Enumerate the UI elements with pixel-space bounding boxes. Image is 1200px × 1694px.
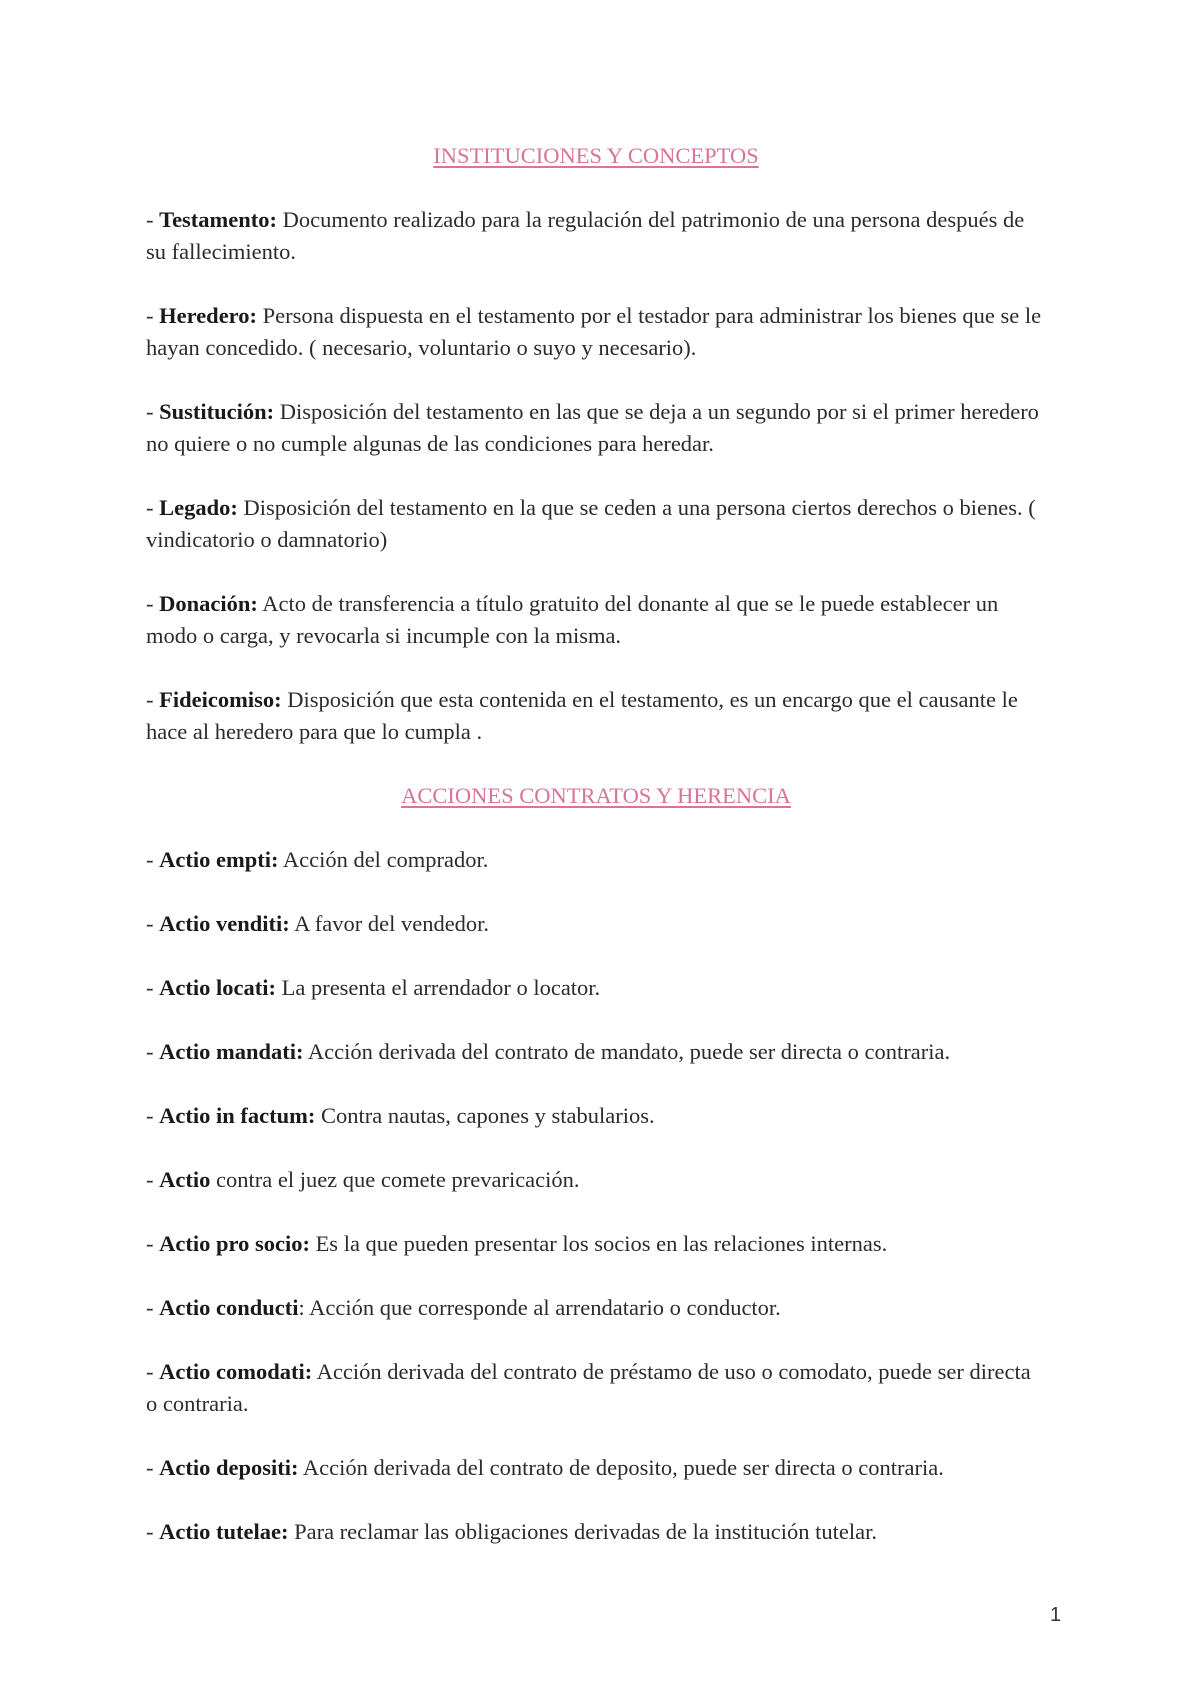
entry-term: Actio conducti xyxy=(159,1295,299,1320)
entry-term: Actio mandati: xyxy=(159,1039,304,1064)
entry-definition: Acción del comprador. xyxy=(278,847,489,872)
entry-fideicomiso xyxy=(146,684,1046,748)
entry-definition: La presenta el arrendador o locator. xyxy=(275,975,601,1000)
entry-dash: - xyxy=(146,1455,160,1480)
entry-dash: - xyxy=(146,1519,160,1544)
entry-dash: - xyxy=(146,1039,160,1064)
entry-dash: - xyxy=(146,591,160,616)
entry-actio-juez xyxy=(146,1164,1046,1196)
entry-term: Fideicomiso: xyxy=(159,687,282,712)
entry-term: Actio in factum: xyxy=(159,1103,316,1128)
entry-term: Actio depositi: xyxy=(159,1455,299,1480)
entry-definition: Acción derivada del contrato de préstamo de uso o comodato, puede ser directa o contraria. xyxy=(146,1359,1031,1416)
entry-definition: A favor del vendedor. xyxy=(289,911,490,936)
entry-term: Actio empti: xyxy=(159,847,279,872)
entry-dash: - xyxy=(146,1359,160,1384)
entry-definition: Acción derivada del contrato de mandato, puede ser directa o contraria. xyxy=(303,1039,951,1064)
entry-term: Heredero: xyxy=(159,303,258,328)
entry-dash: - xyxy=(146,1167,160,1192)
entry-definition: Acción derivada del contrato de deposito, puede ser directa o contraria. xyxy=(298,1455,944,1480)
entry-actio-comodati xyxy=(146,1356,1046,1420)
entry-definition: Disposición que esta contenida en el testamento, es un encargo que el causante le hace al heredero para que lo cumpla . xyxy=(146,687,1018,744)
entry-actio-pro-socio xyxy=(146,1228,1046,1260)
entry-dash: - xyxy=(146,847,160,872)
entry-dash: - xyxy=(146,687,160,712)
entry-term: Actio venditi: xyxy=(159,911,290,936)
entry-actio-venditi xyxy=(146,908,1046,940)
entry-definition: contra el juez que comete prevaricación. xyxy=(210,1167,580,1192)
entry-actio-conducti xyxy=(146,1292,1046,1324)
entry-dash: - xyxy=(146,207,160,232)
entry-term: Actio pro socio: xyxy=(159,1231,310,1256)
entry-actio-empti xyxy=(146,844,1046,876)
entry-dash: - xyxy=(146,1231,160,1256)
entry-dash: - xyxy=(146,975,160,1000)
entry-term: Testamento: xyxy=(159,207,278,232)
entry-term: Legado: xyxy=(159,495,238,520)
entry-definition: Contra nautas, capones y stabularios. xyxy=(315,1103,655,1128)
document-page xyxy=(146,140,1046,1580)
entry-definition: : Acción que corresponde al arrendatario o conductor. xyxy=(298,1295,781,1320)
entry-term: Sustitución: xyxy=(159,399,275,424)
entry-dash: - xyxy=(146,303,160,328)
entry-definition: Acto de transferencia a título gratuito del donante al que se le puede establecer un modo o carga, y revocarla si incumple con la misma. xyxy=(146,591,999,648)
page-number: 1 xyxy=(1050,1604,1062,1626)
section-title-instituciones: INSTITUCIONES Y CONCEPTOS xyxy=(433,143,759,168)
entry-sustitucion xyxy=(146,396,1046,460)
entry-term: Actio tutelae: xyxy=(159,1519,289,1544)
entry-dash: - xyxy=(146,399,160,424)
section-title-acciones: ACCIONES CONTRATOS Y HERENCIA xyxy=(401,783,791,808)
entry-actio-mandati xyxy=(146,1036,1046,1068)
entry-actio-depositi xyxy=(146,1452,1046,1484)
entry-actio-in-factum xyxy=(146,1100,1046,1132)
entry-term: Actio xyxy=(159,1167,211,1192)
entry-legado xyxy=(146,492,1046,556)
entry-definition: Persona dispuesta en el testamento por el testador para administrar los bienes que se le hayan concedido. ( necesario, voluntario o suyo y necesario). xyxy=(146,303,1042,360)
entry-term: Actio comodati: xyxy=(159,1359,313,1384)
entry-dash: - xyxy=(146,1103,160,1128)
entry-testamento xyxy=(146,204,1046,268)
entry-definition: Documento realizado para la regulación del patrimonio de una persona después de su fallecimiento. xyxy=(146,207,1025,264)
entry-definition: Para reclamar las obligaciones derivadas de la institución tutelar. xyxy=(288,1519,877,1544)
entry-dash: - xyxy=(146,1295,160,1320)
entry-dash: - xyxy=(146,495,160,520)
entry-definition: Disposición del testamento en la que se ceden a una persona ciertos derechos o bienes. ( vindicatorio o damnatorio) xyxy=(146,495,1036,552)
entry-definition: Es la que pueden presentar los socios en las relaciones internas. xyxy=(309,1231,888,1256)
entry-heredero xyxy=(146,300,1046,364)
entry-term: Donación: xyxy=(159,591,258,616)
entry-actio-locati xyxy=(146,972,1046,1004)
entry-dash: - xyxy=(146,911,160,936)
entry-term: Actio locati: xyxy=(159,975,276,1000)
entry-actio-tutelae xyxy=(146,1516,1046,1548)
entry-definition: Disposición del testamento en las que se deja a un segundo por si el primer heredero no quiere o no cumple algunas de las condiciones para heredar. xyxy=(146,399,1039,456)
entry-donacion xyxy=(146,588,1046,652)
